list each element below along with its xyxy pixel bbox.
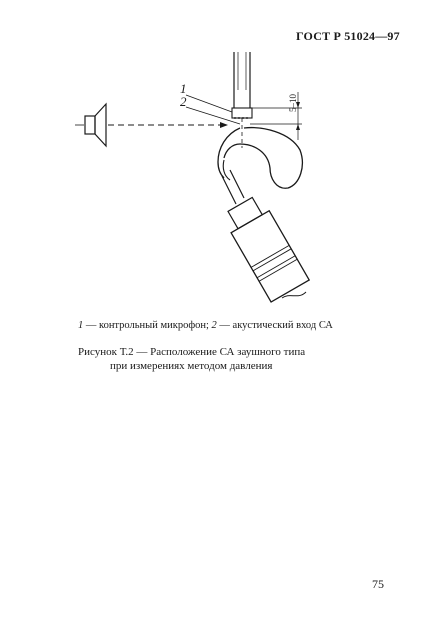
coupler-assembly: [221, 193, 309, 302]
legend-item-2-num: 2: [211, 320, 217, 331]
loudspeaker: [75, 104, 106, 146]
label-1: 1: [180, 81, 187, 96]
reference-microphone: [232, 52, 252, 118]
legend-item-1-text: — контрольный микрофон;: [83, 320, 212, 331]
caption-line-2: при измерениях методом давления: [110, 360, 273, 372]
figure-caption: [78, 345, 305, 373]
hearing-aid: [218, 128, 302, 204]
page-number: 75: [372, 577, 384, 591]
legend-item-1-num: 1: [78, 320, 84, 331]
label-2: 2: [180, 94, 187, 109]
caption-line-1: Рисунок Т.2 — Расположение СА заушного типа: [78, 346, 306, 358]
standard-header: ГОСТ Р 51024—97: [296, 29, 400, 43]
figure-legend: [78, 320, 333, 331]
legend-item-2-text: — акустический вход СА: [216, 320, 333, 331]
dimension-label: 5–10: [288, 94, 298, 112]
